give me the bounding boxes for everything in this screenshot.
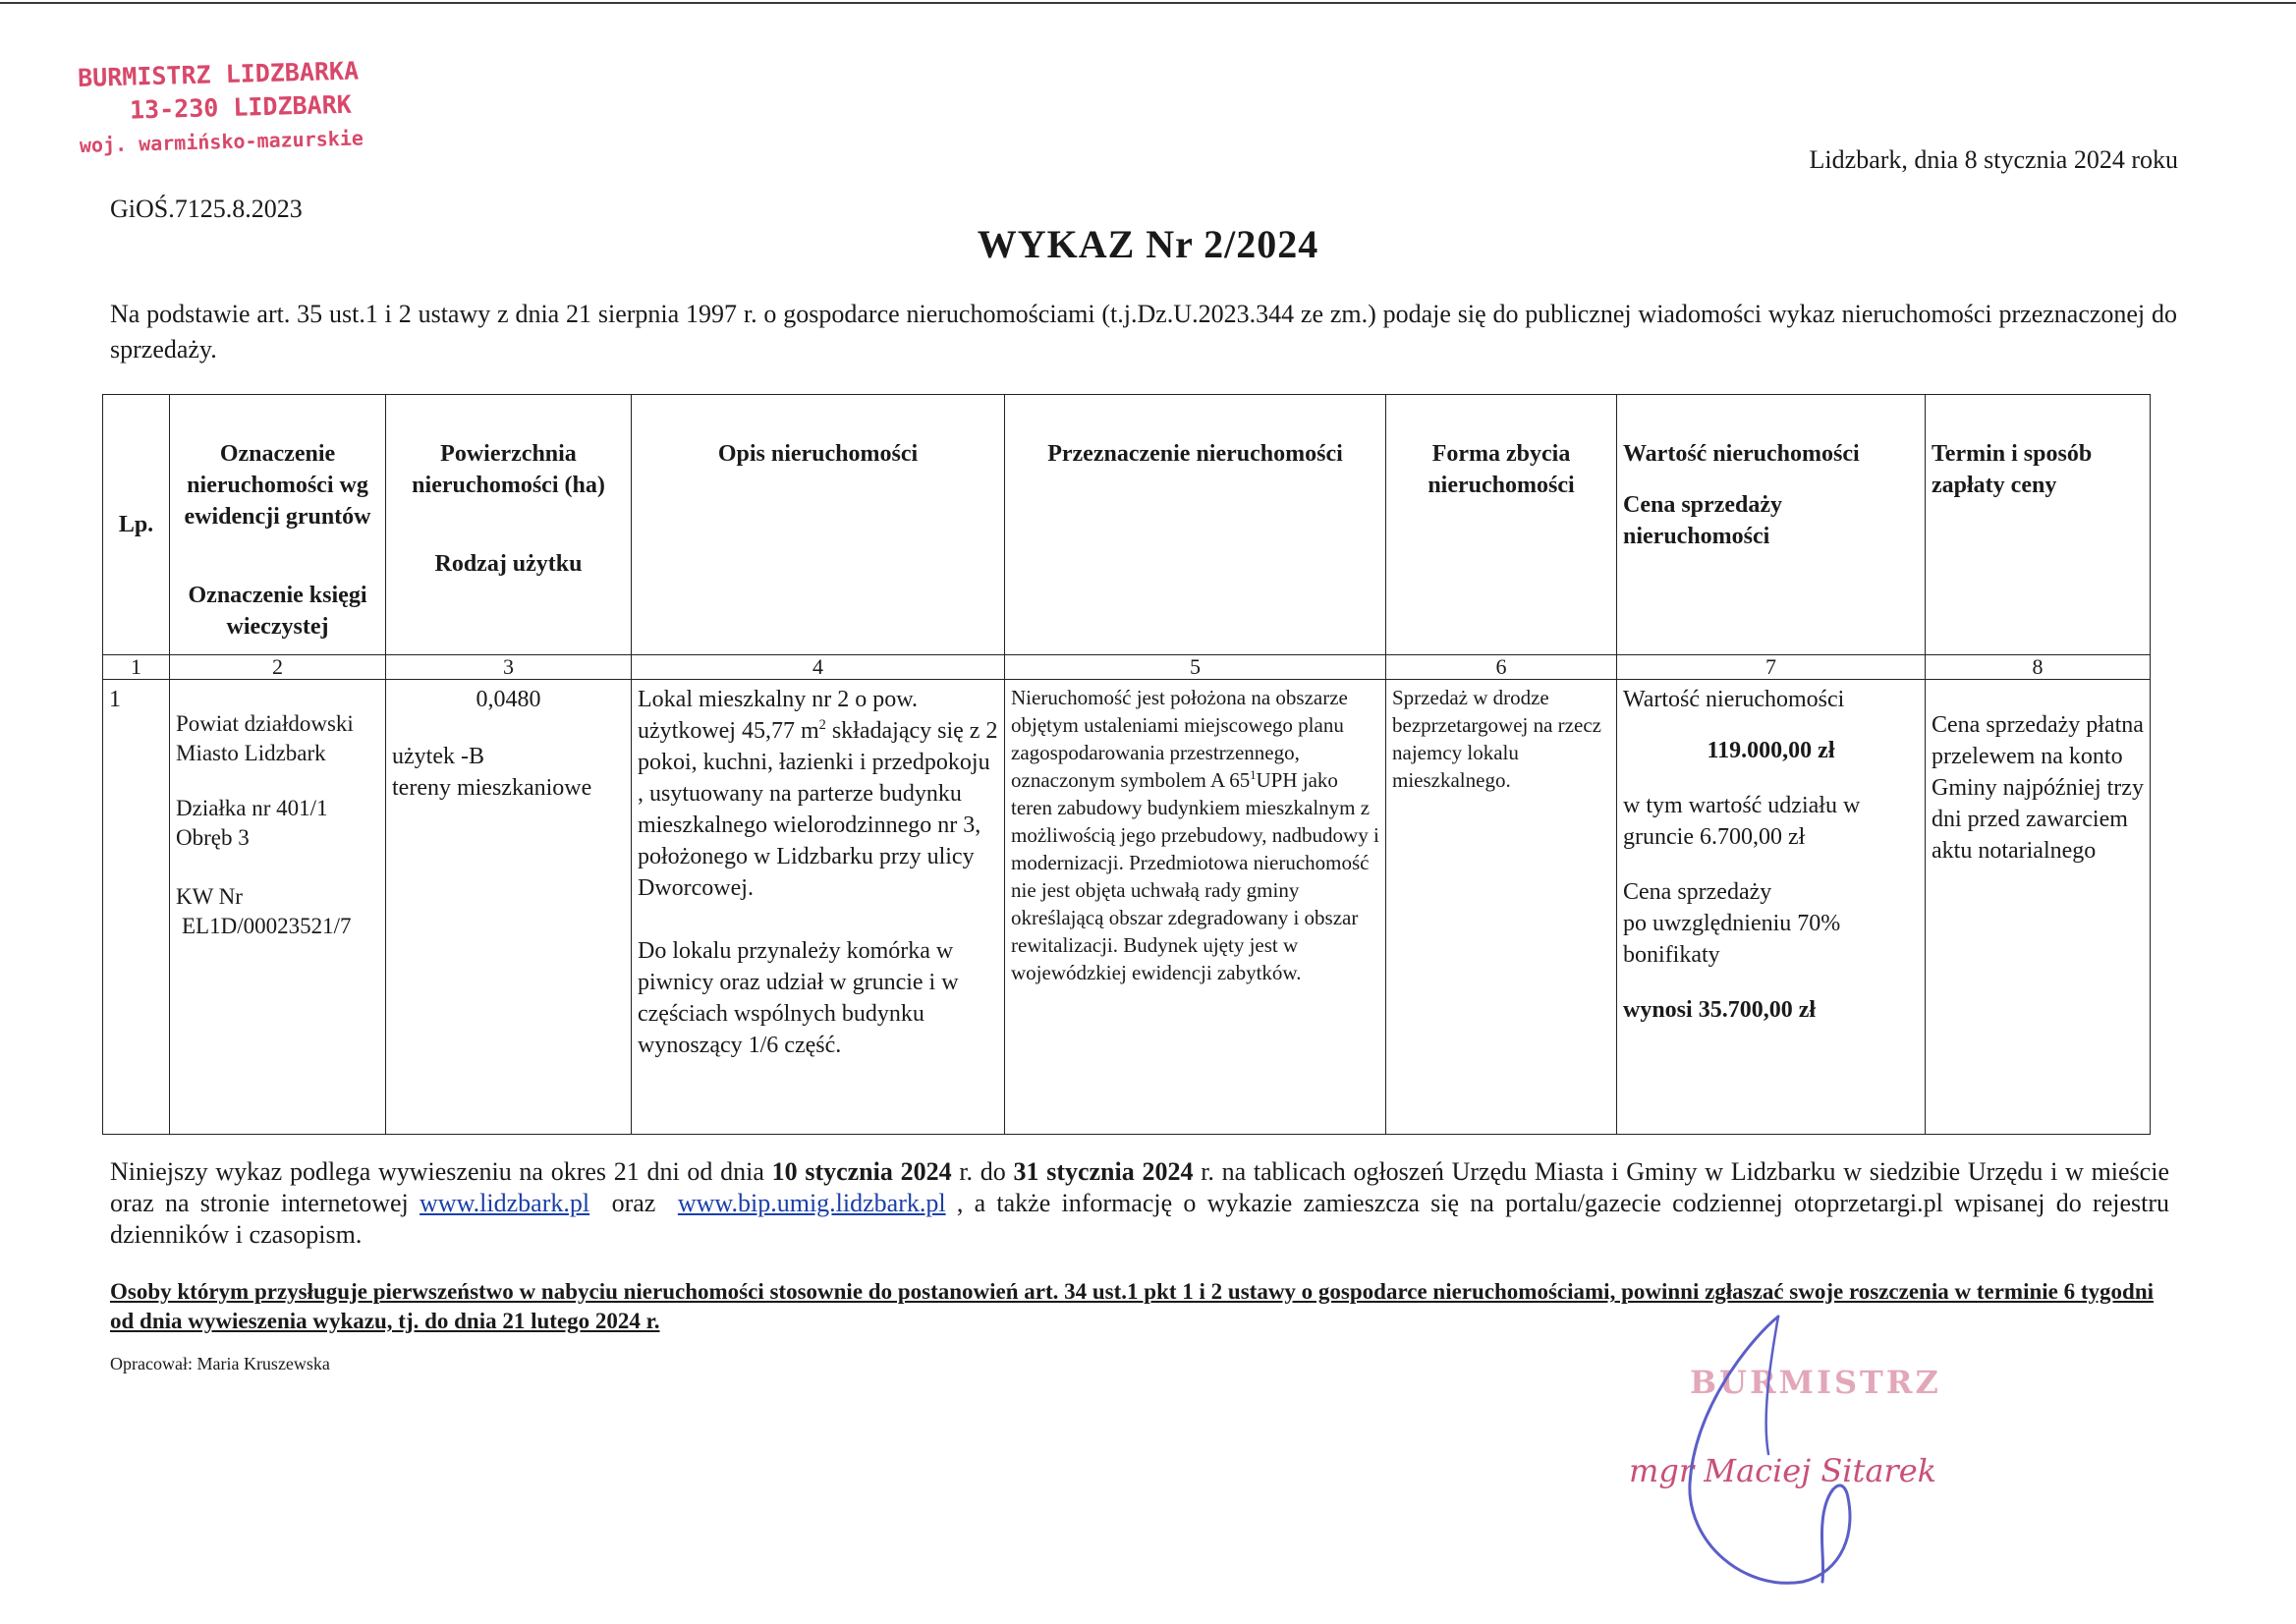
- row-payment-terms: [1926, 680, 2151, 1135]
- column-number: 4: [632, 655, 1005, 680]
- land-use-1: użytek -B: [392, 744, 484, 769]
- posting-end-date: 31 stycznia 2024: [1013, 1157, 1194, 1186]
- land-use-2: tereny mieszkaniowe: [392, 775, 592, 801]
- county-text: Powiat działdowski: [176, 711, 354, 736]
- land-share-value: w tym wartość udziału w gruncie 6.700,00 zł: [1623, 793, 1861, 850]
- column-number: 7: [1617, 655, 1926, 680]
- header-value: [1617, 395, 1926, 655]
- value-label: Wartość nieruchomości: [1623, 687, 1845, 712]
- header-payment-terms: [1926, 395, 2151, 655]
- website-link[interactable]: www.lidzbark.pl: [420, 1189, 590, 1217]
- notice-text: r. do: [951, 1157, 1014, 1186]
- notice-text: oraz: [589, 1189, 678, 1217]
- description-text: składający się z 2 pokoi, kuchni, łazienki i przedpokoju , usytuowany na parterze budynku mieszkalnego wielorodzinnego nr 3, położonego w Lidzbarku przy ulicy Dworcowej.: [638, 718, 998, 901]
- discount-note: po uwzględnieniu 70% bonifikaty: [1623, 911, 1841, 968]
- area-value: 0,0480: [476, 687, 541, 712]
- notice-text: Niniejszy wykaz podlega wywieszeniu na okres 21 dni od dnia: [110, 1157, 772, 1186]
- land-register-label: KW Nr: [176, 884, 243, 909]
- column-number: 3: [386, 655, 632, 680]
- purpose-text: UPH jako teren zabudowy budynkiem mieszkalnym z możliwością jego przebudowy, nadbudowy i modernizacji. Przedmiotowa nieruchomość nie jest objęta uchwałą rady gminy określającą obszar zdegradowany i obszar rewitalizacji. Budynek ujęty jest w wojewódzkiej ewidencji zabytków.: [1011, 768, 1379, 984]
- row-disposal-form: Sprzedaż w drodze bezprzetargowej na rzecz najemcy lokalu mieszkalnego.: [1386, 680, 1617, 1135]
- header-value-top: Wartość nieruchomości: [1623, 441, 1860, 467]
- mayor-stamp-title: BURMISTRZ: [1690, 1364, 1941, 1401]
- land-register-number: EL1D/00023521/7: [182, 914, 352, 938]
- header-lp: Lp.: [103, 395, 170, 655]
- notice-text: , a także informację o wykazie zamieszcza się na portalu/gazecie codziennej otoprzetargi.pl wpisanej do rejestru dzienników i czasopism.: [110, 1189, 2169, 1249]
- column-number: 8: [1926, 655, 2151, 680]
- place-and-date: Lidzbark, dnia 8 stycznia 2024 roku: [1809, 145, 2178, 174]
- bip-website-link[interactable]: www.bip.umig.lidzbark.pl: [677, 1189, 946, 1217]
- top-border-line: [0, 2, 2296, 4]
- row-designation: [170, 680, 386, 1135]
- description-paragraph-1: [638, 684, 998, 904]
- intro-paragraph: Na podstawie art. 35 ust.1 i 2 ustawy z dnia 21 sierpnia 1997 r. o gospodarce nieruchomościami (t.j.Dz.U.2023.344 ze zm.) podaje się do publicznej wiadomości wykaz nieruchomości przeznaczonej do sprzedaży.: [110, 300, 2177, 364]
- superscript: 2: [818, 717, 826, 733]
- header-designation-bottom: Oznaczenie księgi wieczystej: [188, 583, 367, 640]
- sale-price: wynosi 35.700,00 zł: [1623, 997, 1817, 1023]
- header-purpose-label: Przeznaczenie nieruchomości: [1047, 441, 1343, 467]
- priority-claims-notice: Osoby którym przysługuje pierwszeństwo w nabyciu nieruchomości stosownie do postanowień art. 34 ust.1 pkt 1 i 2 ustawy o gospodarce nieruchomościami, powinni zgłaszać swoje roszczenia w terminie 6 tygodni od dnia wywieszenia wykazu, tj. do dnia 21 lutego 2024 r.: [110, 1279, 2154, 1333]
- case-reference: GiOŚ.7125.8.2023: [110, 195, 303, 223]
- value-amount: 119.000,00 zł: [1707, 738, 1835, 763]
- column-number: 5: [1005, 655, 1386, 680]
- plot-number: Działka nr 401/1: [176, 796, 328, 820]
- town-text: Miasto Lidzbark: [176, 741, 326, 765]
- header-purpose: [1005, 395, 1386, 655]
- posting-start-date: 10 stycznia 2024: [771, 1157, 952, 1186]
- table-row: [103, 680, 2151, 1135]
- row-lp: 1: [103, 680, 170, 1135]
- column-number: 6: [1386, 655, 1617, 680]
- column-number: 1: [103, 655, 170, 680]
- header-area: [386, 395, 632, 655]
- mayor-stamp-name: mgr Maciej Sitarek: [1629, 1452, 1937, 1489]
- row-description: [632, 680, 1005, 1135]
- row-purpose: [1005, 680, 1386, 1135]
- superscript: 1: [1250, 768, 1257, 782]
- description-paragraph-2: Do lokalu przynależy komórka w piwnicy oraz udział w gruncie i w częściach wspólnych budynku wynoszący 1/6 część.: [638, 938, 959, 1058]
- description-text: Lokal mieszkalny nr 2 o pow. użytkowej 45,77 m: [638, 687, 919, 744]
- stamp-line-2: 13-230 LIDZBARK: [129, 89, 353, 125]
- stamp-line-1: BURMISTRZ LIDZBARKA: [77, 56, 360, 92]
- posting-notice: [110, 1156, 2169, 1251]
- document-title: WYKAZ Nr 2/2024: [977, 222, 1319, 266]
- header-description-label: Opis nieruchomości: [717, 441, 919, 467]
- property-table: [102, 394, 2151, 1135]
- price-label: Cena sprzedaży: [1623, 879, 1772, 905]
- header-value-bottom: Cena sprzedaży nieruchomości: [1623, 492, 1782, 549]
- prepared-by: Opracował: Maria Kruszewska: [110, 1354, 330, 1373]
- header-disposal-form-label: Forma zbycia nieruchomości: [1428, 441, 1575, 498]
- row-value: [1617, 680, 1926, 1135]
- table-header-row: [103, 395, 2151, 655]
- header-payment-terms-label: Termin i sposób zapłaty ceny: [1932, 441, 2093, 498]
- header-designation-top: Oznaczenie nieruchomości wg ewidencji gruntów: [184, 441, 371, 530]
- handwritten-signature: [1596, 1297, 1891, 1611]
- header-area-top: Powierzchnia nieruchomości (ha): [412, 441, 605, 498]
- header-disposal-form: [1386, 395, 1617, 655]
- header-description: [632, 395, 1005, 655]
- office-stamp: [78, 52, 454, 162]
- header-designation: [170, 395, 386, 655]
- header-area-bottom: Rodzaj użytku: [434, 551, 583, 577]
- notice-text: r. na tablicach ogłoszeń Urzędu Miasta i Gminy w Lidzbarku w siedzibie Urzędu i w mieście oraz na stronie internetowej: [110, 1157, 2169, 1217]
- stamp-line-3: woj. warmińsko-mazurskie: [79, 126, 364, 157]
- column-number: 2: [170, 655, 386, 680]
- payment-terms-text: Cena sprzedaży płatna przelewem na konto Gminy najpóźniej trzy dni przed zawarciem aktu notarialnego: [1932, 712, 2144, 864]
- column-numbers-row: [103, 655, 2151, 680]
- row-area: [386, 680, 632, 1135]
- purpose-text: Nieruchomość jest położona na obszarze objętym ustaleniami miejscowego planu zagospodarowania przestrzennego, oznaczonym symbolem A 65: [1011, 686, 1348, 792]
- precinct-text: Obręb 3: [176, 825, 250, 850]
